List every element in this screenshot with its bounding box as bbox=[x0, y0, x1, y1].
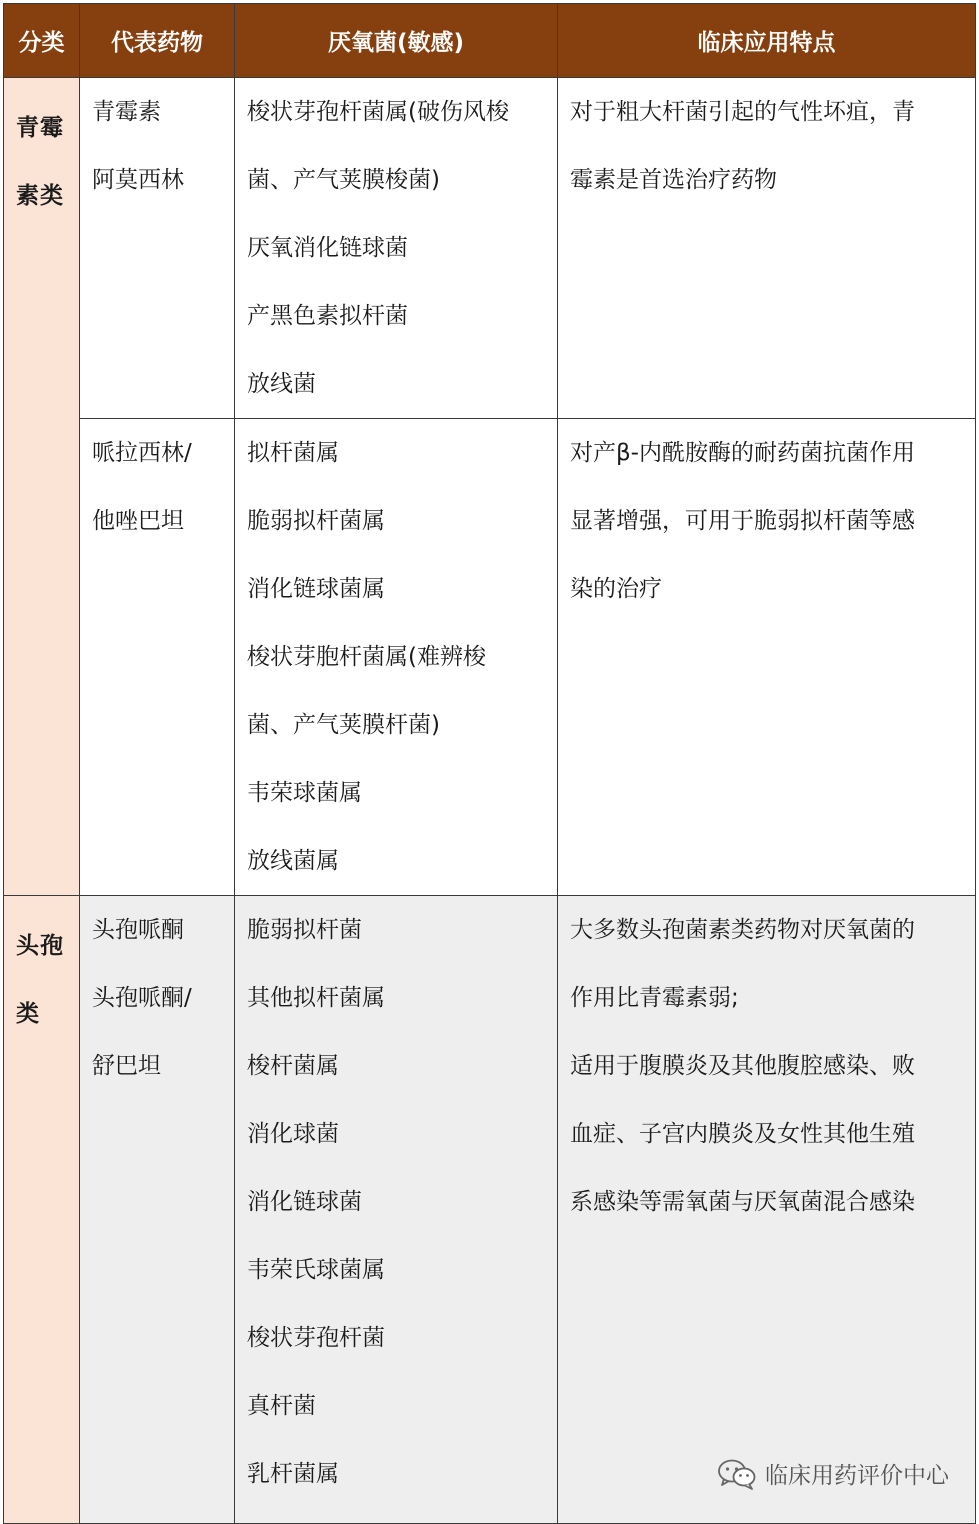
bacteria-line: 拟杆菌属 bbox=[247, 440, 339, 466]
drug-name: 青霉素 bbox=[92, 99, 161, 125]
drug-name: 头孢哌酮/ bbox=[92, 985, 192, 1011]
feature-cell bbox=[558, 896, 976, 1524]
feature-line: 适用于腹膜炎及其他腹腔感染、败 bbox=[570, 1053, 915, 1079]
bacteria-line: 菌、产气荚膜杆菌) bbox=[247, 712, 440, 738]
feature-line: 对于粗大杆菌引起的气性坏疽，青 bbox=[570, 99, 915, 125]
bacteria-line: 梭杆菌属 bbox=[247, 1053, 339, 1079]
bacteria-line: 消化球菌 bbox=[247, 1121, 339, 1147]
feature-line: 系感染等需氧菌与厌氧菌混合感染 bbox=[570, 1189, 915, 1215]
bacteria-line: 厌氧消化链球菌 bbox=[247, 235, 408, 261]
bacteria-cell bbox=[235, 419, 558, 896]
category-cell-cephalosporins bbox=[4, 896, 80, 1524]
header-category: 分类 bbox=[4, 4, 80, 78]
header-anaerobes-sensitive: 厌氧菌(敏感) bbox=[235, 4, 558, 78]
bacteria-line: 其他拟杆菌属 bbox=[247, 985, 385, 1011]
bacteria-line: 真杆菌 bbox=[247, 1393, 316, 1419]
table-row bbox=[4, 896, 976, 1524]
feature-cell bbox=[558, 78, 976, 419]
drug-name: 他唑巴坦 bbox=[92, 508, 184, 534]
table-row bbox=[4, 78, 976, 419]
feature-line: 显著增强，可用于脆弱拟杆菌等感 bbox=[570, 508, 915, 534]
bacteria-line: 消化链球菌 bbox=[247, 1189, 362, 1215]
category-line: 头孢 bbox=[16, 933, 64, 959]
feature-line: 霉素是首选治疗药物 bbox=[570, 167, 777, 193]
category-cell-penicillins bbox=[4, 78, 80, 896]
header-representative-drug: 代表药物 bbox=[80, 4, 235, 78]
drug-cell bbox=[80, 419, 235, 896]
category-line: 青霉 bbox=[16, 115, 64, 141]
bacteria-line: 梭状芽孢杆菌属(破伤风梭 bbox=[247, 99, 509, 125]
bacteria-line: 韦荣球菌属 bbox=[247, 780, 362, 806]
drug-name: 哌拉西林/ bbox=[92, 440, 192, 466]
feature-line: 大多数头孢菌素类药物对厌氧菌的 bbox=[570, 917, 915, 943]
watermark bbox=[717, 1457, 949, 1490]
drug-name: 舒巴坦 bbox=[92, 1053, 161, 1079]
bacteria-cell bbox=[235, 896, 558, 1524]
drug-table bbox=[3, 3, 976, 1524]
bacteria-line: 菌、产气荚膜梭菌) bbox=[247, 167, 440, 193]
drug-name: 阿莫西林 bbox=[92, 167, 184, 193]
bacteria-line: 乳杆菌属 bbox=[247, 1461, 339, 1487]
header-clinical-features: 临床应用特点 bbox=[558, 4, 976, 78]
bacteria-line: 放线菌属 bbox=[247, 848, 339, 874]
bacteria-line: 韦荣氏球菌属 bbox=[247, 1257, 385, 1283]
bacteria-line: 脆弱拟杆菌属 bbox=[247, 508, 385, 534]
feature-line: 作用比青霉素弱; bbox=[570, 985, 739, 1011]
header-row bbox=[4, 4, 976, 78]
drug-name: 头孢哌酮 bbox=[92, 917, 184, 943]
table-row bbox=[4, 419, 976, 896]
bacteria-line: 梭状芽胞杆菌属(难辨梭 bbox=[247, 644, 486, 670]
wechat-icon bbox=[717, 1458, 757, 1490]
bacteria-line: 梭状芽孢杆菌 bbox=[247, 1325, 385, 1351]
drug-cell bbox=[80, 78, 235, 419]
category-line: 类 bbox=[16, 1001, 40, 1027]
feature-line: 染的治疗 bbox=[570, 576, 662, 602]
bacteria-line: 消化链球菌属 bbox=[247, 576, 385, 602]
feature-cell bbox=[558, 419, 976, 896]
bacteria-cell bbox=[235, 78, 558, 419]
bacteria-line: 脆弱拟杆菌 bbox=[247, 917, 362, 943]
feature-line: 血症、子宫内膜炎及女性其他生殖 bbox=[570, 1121, 915, 1147]
bacteria-line: 产黑色素拟杆菌 bbox=[247, 303, 408, 329]
bacteria-line: 放线菌 bbox=[247, 371, 316, 397]
category-line: 素类 bbox=[16, 183, 64, 209]
drug-cell bbox=[80, 896, 235, 1524]
feature-line: 对产β-内酰胺酶的耐药菌抗菌作用 bbox=[570, 440, 915, 466]
watermark-text: 临床用药评价中心 bbox=[765, 1463, 949, 1489]
